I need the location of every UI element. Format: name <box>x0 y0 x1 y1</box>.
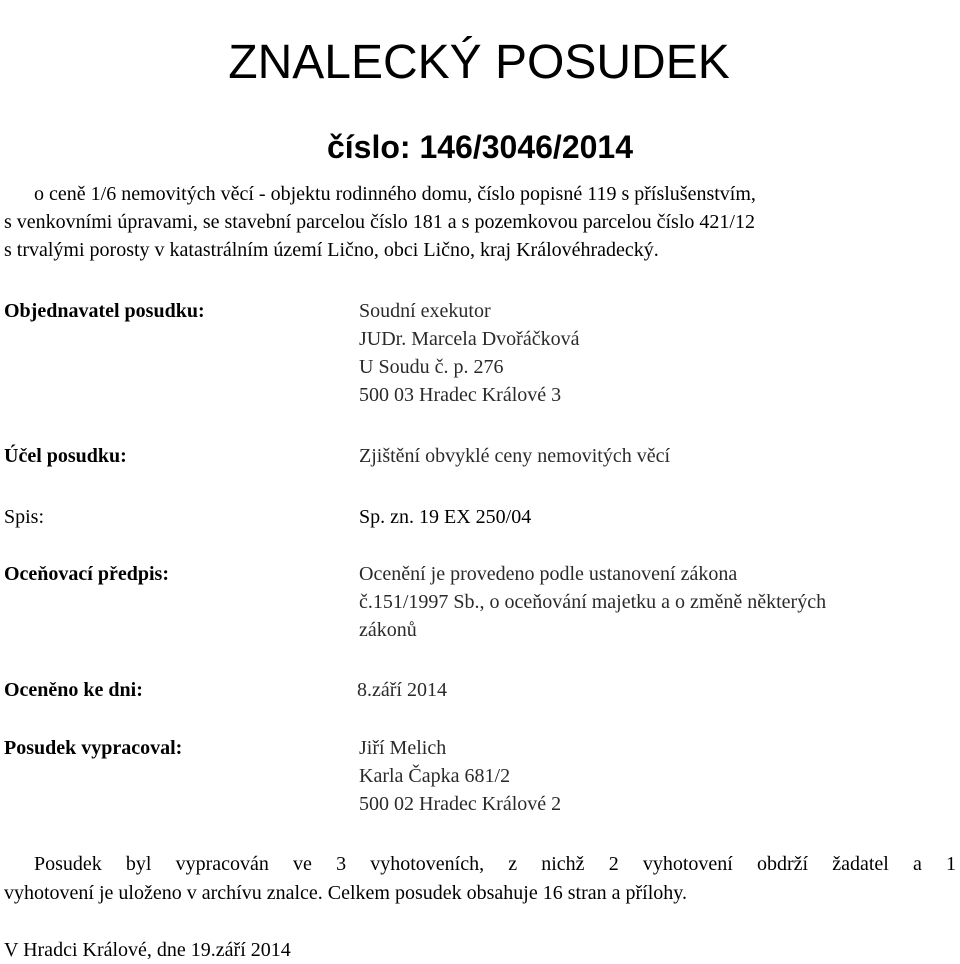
regulation-label: Oceňovací předpis: <box>4 563 169 585</box>
regulation-value <box>359 560 826 644</box>
author-line: 500 02 Hradec Králové 2 <box>359 793 562 815</box>
document-number: číslo: 146/3046/2014 <box>326 128 633 165</box>
client-line: Soudní exekutor <box>359 300 491 322</box>
author-value <box>359 734 561 818</box>
author-line: Jiří Melich <box>359 737 447 759</box>
subject-line: o ceně 1/6 nemovitých věcí - objektu rodinného domu, číslo popisné 119 s příslušenstvím, <box>34 183 756 205</box>
closing-paragraph <box>4 850 956 908</box>
valuation-date-label: Oceněno ke dni: <box>4 679 143 701</box>
place-date: V Hradci Králové, dne 19.září 2014 <box>4 939 291 961</box>
client-line: 500 03 Hradec Králové 3 <box>359 384 562 406</box>
closing-line: vyhotovení je uloženo v archívu znalce. Celkem posudek obsahuje 16 stran a přílohy. <box>4 882 687 904</box>
purpose-value: Zjištění obvyklé ceny nemovitých věcí <box>359 445 671 467</box>
closing-line: Posudek byl vypracován ve 3 vyhotoveních, z nichž 2 vyhotovení obdrží žadatel a 1 <box>34 853 956 875</box>
regulation-line: č.151/1997 Sb., o oceňování majetku a o změně některých <box>359 591 827 613</box>
subject-line: s trvalými porosty v katastrálním území Lično, obci Lično, kraj Královéhradecký. <box>4 239 659 261</box>
author-line: Karla Čapka 681/2 <box>359 765 511 787</box>
page-title: ZNALECKÝ POSUDEK <box>228 36 730 90</box>
client-line: U Soudu č. p. 276 <box>359 356 504 378</box>
subject-paragraph <box>4 180 958 264</box>
regulation-line: zákonů <box>359 619 417 641</box>
file-label: Spis: <box>4 506 45 528</box>
subject-line: s venkovními úpravami, se stavební parcelou číslo 181 a s pozemkovou parcelou číslo 421/12 <box>4 211 755 233</box>
purpose-label: Účel posudku: <box>4 445 127 467</box>
client-value <box>359 297 579 409</box>
client-label: Objednavatel posudku: <box>4 300 205 322</box>
regulation-line: Ocenění je provedeno podle ustanovení zákona <box>359 563 738 585</box>
author-label: Posudek vypracoval: <box>4 737 183 759</box>
file-value: Sp. zn. 19 EX 250/04 <box>359 506 532 528</box>
valuation-date-value: 8.září 2014 <box>357 679 447 701</box>
client-line: JUDr. Marcela Dvořáčková <box>359 328 580 350</box>
